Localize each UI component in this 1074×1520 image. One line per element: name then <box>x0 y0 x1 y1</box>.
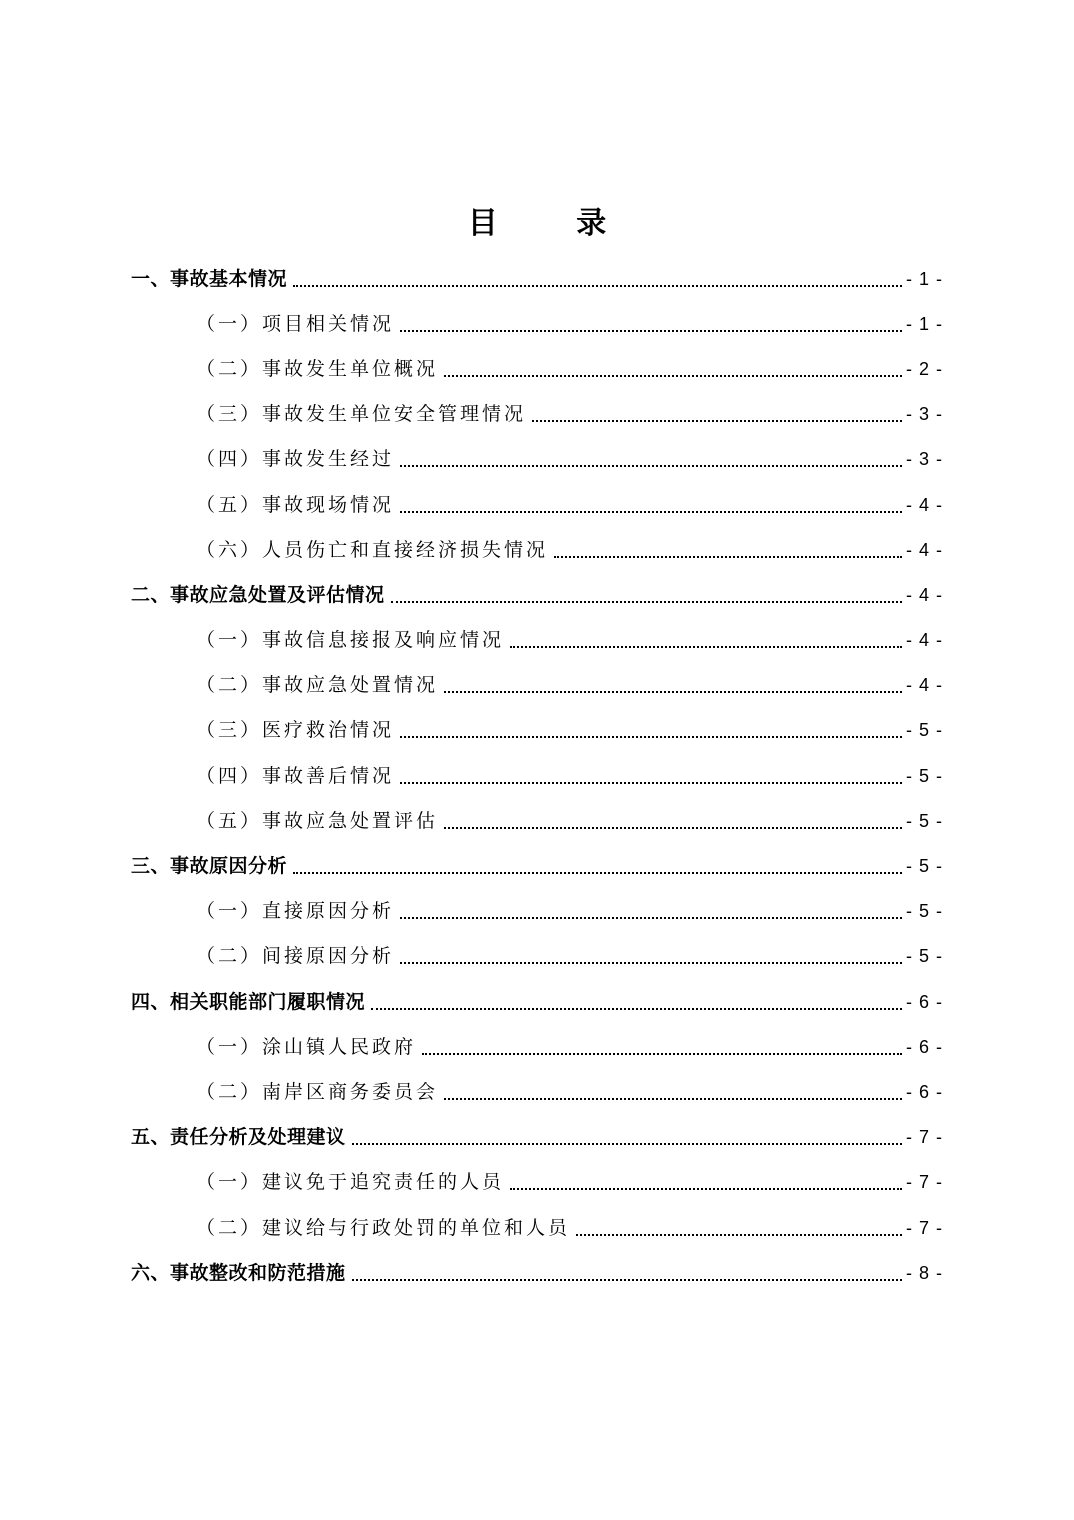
toc-subsection-entry[interactable] <box>0 798 1074 843</box>
toc-subsection-entry[interactable] <box>0 1024 1074 1069</box>
dot-leader <box>444 1098 902 1100</box>
toc-subsection-entry[interactable] <box>0 663 1074 708</box>
toc-page-number: - 3 - <box>905 404 943 425</box>
dot-leader <box>444 375 902 377</box>
dot-leader <box>532 420 902 422</box>
table-of-contents <box>0 256 1074 1295</box>
toc-page-number: - 4 - <box>905 494 943 515</box>
toc-entry-label: （六）人员伤亡和直接经济损失情况 <box>196 538 549 561</box>
toc-subsection-entry[interactable] <box>0 618 1074 663</box>
toc-subsection-entry[interactable] <box>0 301 1074 346</box>
toc-subsection-entry[interactable] <box>0 527 1074 572</box>
dot-leader <box>293 872 902 874</box>
toc-subsection-entry[interactable] <box>0 889 1074 934</box>
dot-leader <box>400 465 902 467</box>
toc-page-number: - 5 - <box>905 901 943 922</box>
toc-section-entry[interactable] <box>0 843 1074 888</box>
toc-page-number: - 4 - <box>905 539 943 560</box>
dot-leader <box>391 601 902 603</box>
dot-leader <box>444 691 902 693</box>
toc-entry-label: （一）事故信息接报及响应情况 <box>196 629 505 652</box>
toc-page-number: - 5 - <box>905 810 943 831</box>
dot-leader <box>444 827 902 829</box>
toc-subsection-entry[interactable] <box>0 346 1074 391</box>
dot-leader <box>510 1188 902 1190</box>
dot-leader <box>554 556 902 558</box>
toc-page-number: - 6 - <box>905 1081 943 1102</box>
toc-page-number: - 4 - <box>905 584 943 605</box>
toc-entry-label: 五、责任分析及处理建议 <box>131 1126 346 1149</box>
toc-page-number: - 1 - <box>905 268 943 289</box>
toc-entry-label: 三、事故原因分析 <box>131 855 288 878</box>
page-title: 目 录 <box>467 206 641 242</box>
toc-entry-label: （五）事故应急处置评估 <box>196 809 439 832</box>
toc-entry-label: （三）事故发生单位安全管理情况 <box>196 403 527 426</box>
dot-leader <box>293 285 902 287</box>
toc-entry-label: （四）事故发生经过 <box>196 448 395 471</box>
toc-entry-label: （五）事故现场情况 <box>196 493 395 516</box>
toc-page-number: - 6 - <box>905 991 943 1012</box>
toc-subsection-entry[interactable] <box>0 934 1074 979</box>
toc-subsection-entry[interactable] <box>0 1205 1074 1250</box>
dot-leader <box>400 736 902 738</box>
toc-page-number: - 4 - <box>905 630 943 651</box>
toc-page-number: - 5 - <box>905 856 943 877</box>
toc-page-number: - 3 - <box>905 449 943 470</box>
toc-entry-label: （四）事故善后情况 <box>196 764 395 787</box>
toc-section-entry[interactable] <box>0 572 1074 617</box>
toc-entry-label: 一、事故基本情况 <box>131 267 288 290</box>
toc-section-entry[interactable] <box>0 1115 1074 1160</box>
dot-leader <box>400 511 902 513</box>
dot-leader <box>400 917 902 919</box>
toc-page-number: - 1 - <box>905 313 943 334</box>
dot-leader <box>510 646 902 648</box>
dot-leader <box>422 1053 902 1055</box>
toc-entry-label: （一）直接原因分析 <box>196 900 395 923</box>
toc-entry-label: （二）南岸区商务委员会 <box>196 1080 439 1103</box>
toc-page-number: - 4 - <box>905 675 943 696</box>
toc-entry-label: （一）建议免于追究责任的人员 <box>196 1171 505 1194</box>
toc-entry-label: 四、相关职能部门履职情况 <box>131 990 366 1013</box>
toc-subsection-entry[interactable] <box>0 1160 1074 1205</box>
toc-entry-label: （三）医疗救治情况 <box>196 719 395 742</box>
toc-subsection-entry[interactable] <box>0 482 1074 527</box>
dot-leader <box>576 1234 902 1236</box>
toc-subsection-entry[interactable] <box>0 753 1074 798</box>
toc-entry-label: （二）事故发生单位概况 <box>196 357 439 380</box>
toc-page-number: - 2 - <box>905 358 943 379</box>
toc-page-number: - 7 - <box>905 1127 943 1148</box>
toc-page-number: - 5 - <box>905 946 943 967</box>
toc-entry-label: （一）项目相关情况 <box>196 312 395 335</box>
toc-page-number: - 8 - <box>905 1262 943 1283</box>
dot-leader <box>400 962 902 964</box>
toc-subsection-entry[interactable] <box>0 437 1074 482</box>
toc-page-number: - 5 - <box>905 720 943 741</box>
toc-entry-label: （二）建议给与行政处罚的单位和人员 <box>196 1216 571 1239</box>
toc-page-number: - 6 - <box>905 1036 943 1057</box>
dot-leader <box>371 1008 902 1010</box>
dot-leader <box>352 1279 902 1281</box>
toc-subsection-entry[interactable] <box>0 708 1074 753</box>
toc-page-number: - 7 - <box>905 1217 943 1238</box>
toc-subsection-entry[interactable] <box>0 1069 1074 1114</box>
toc-entry-label: （一）涂山镇人民政府 <box>196 1035 417 1058</box>
dot-leader <box>400 782 902 784</box>
dot-leader <box>400 330 902 332</box>
toc-subsection-entry[interactable] <box>0 392 1074 437</box>
toc-entry-label: 二、事故应急处置及评估情况 <box>131 583 385 606</box>
toc-entry-label: 六、事故整改和防范措施 <box>131 1261 346 1284</box>
toc-section-entry[interactable] <box>0 1250 1074 1295</box>
toc-entry-label: （二）间接原因分析 <box>196 945 395 968</box>
toc-page-number: - 5 - <box>905 765 943 786</box>
toc-section-entry[interactable] <box>0 256 1074 301</box>
toc-section-entry[interactable] <box>0 979 1074 1024</box>
toc-page-number: - 7 - <box>905 1172 943 1193</box>
toc-entry-label: （二）事故应急处置情况 <box>196 674 439 697</box>
dot-leader <box>352 1143 902 1145</box>
